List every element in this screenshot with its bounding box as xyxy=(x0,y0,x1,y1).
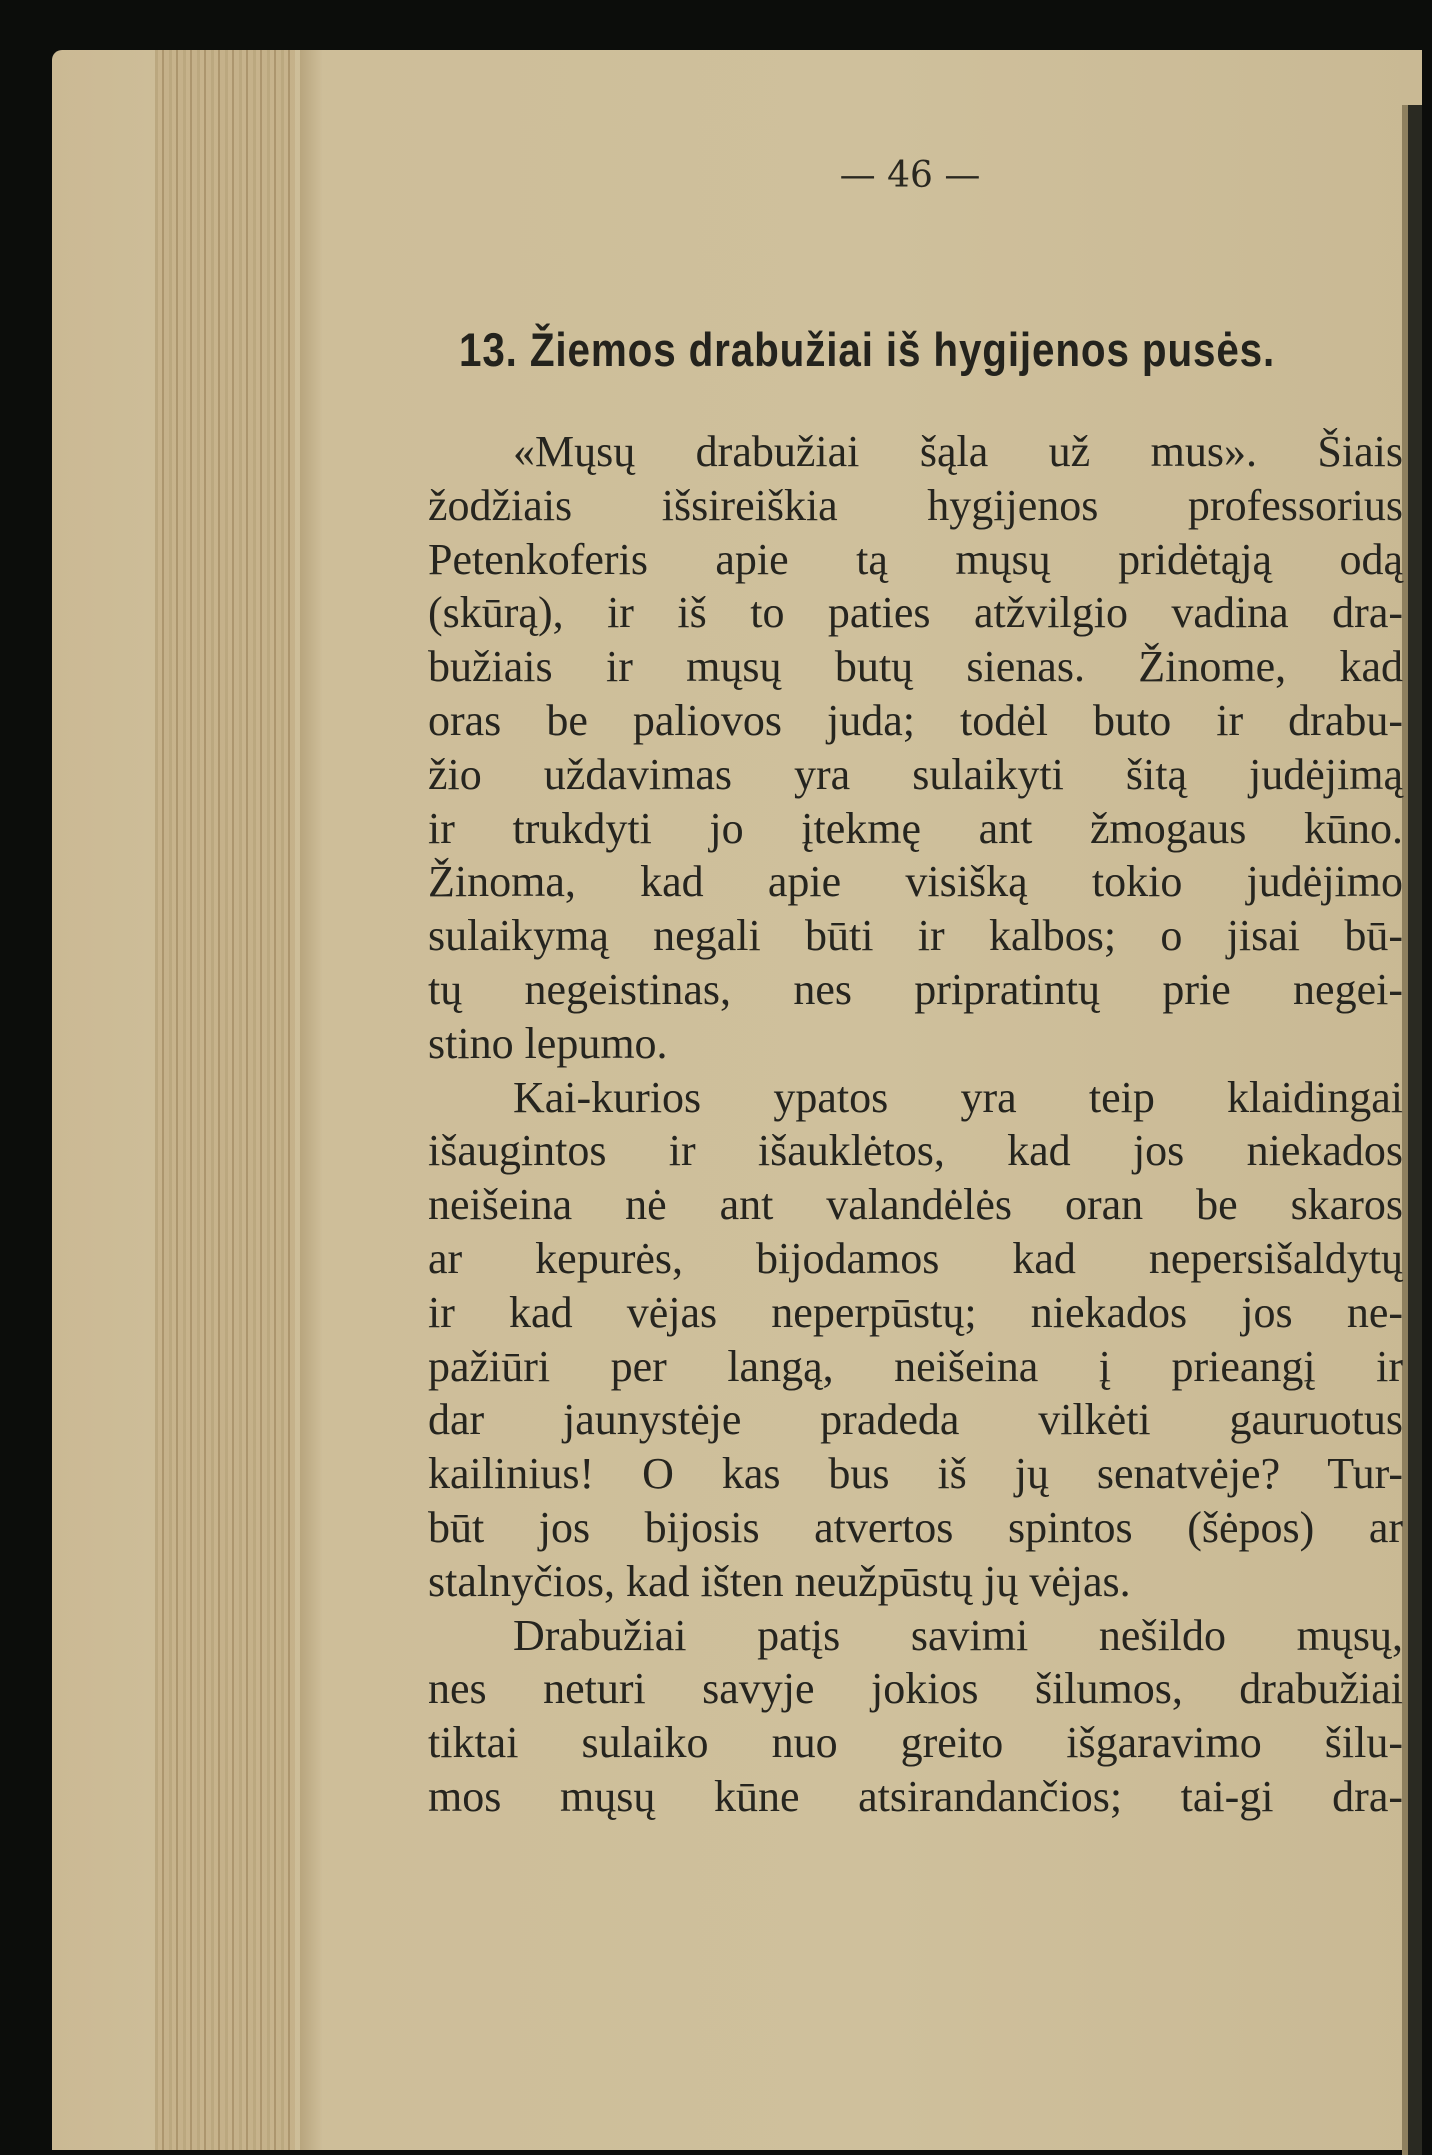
text-line: oras be paliovos juda; todėl buto ir drabu- xyxy=(428,695,1403,745)
page-fold-shadow xyxy=(300,50,322,2150)
body-text xyxy=(428,425,1403,1824)
text-line: pažiūri per langą, neišeina į prieangį ir xyxy=(428,1341,1403,1391)
section-heading: 13. Žiemos drabužiai iš hygijenos pusės. xyxy=(459,323,1276,376)
text-line: stalnyčios, kad išten neužpūstų jų vėjas. xyxy=(428,1556,1131,1606)
text-line: mos mųsų kūne atsirandančios; tai-gi dra- xyxy=(428,1771,1403,1821)
text-line: sulaikymą negali būti ir kalbos; o jisai bū- xyxy=(428,911,1403,961)
text-line: bužiais ir mųsų butų sienas. Žinome, kad xyxy=(428,642,1403,692)
text-line: (skūrą), ir iš to paties atžvilgio vadina dra- xyxy=(428,588,1403,638)
page-number: — 46 — xyxy=(839,155,981,196)
text-line: žodžiais išsireiškia hygijenos professorius xyxy=(428,480,1403,530)
right-dark-border xyxy=(1408,105,1422,2155)
text-line: Žinoma, kad apie visišką tokio judėjimo xyxy=(428,857,1403,907)
text-line: žio uždavimas yra sulaikyti šitą judėjimą xyxy=(428,749,1403,799)
text-line: būt jos bijosis atvertos spintos (šėpos) ar xyxy=(428,1502,1403,1552)
text-line: kailinius! O kas bus iš jų senatvėje? Tur- xyxy=(428,1449,1403,1499)
text-line: tiktai sulaiko nuo greito išgaravimo šilu- xyxy=(428,1718,1403,1768)
text-line: išaugintos ir išauklėtos, kad jos niekados xyxy=(428,1126,1403,1176)
text-line: ir trukdyti jo įtekmę ant žmogaus kūno. xyxy=(428,803,1403,853)
text-line: ir kad vėjas neperpūstų; niekados jos ne- xyxy=(428,1287,1403,1337)
text-line: tų negeistinas, nes pripratintų prie negei- xyxy=(428,964,1403,1014)
text-line: Petenkoferis apie tą mųsų pridėtąją odą xyxy=(428,534,1403,584)
text-line: «Mųsų drabužiai šąla už mus». Šiais xyxy=(513,427,1403,476)
text-line: dar jaunystėje pradeda vilkėti gauruotus xyxy=(428,1395,1403,1445)
page-edges xyxy=(155,50,295,2150)
text-line: Drabužiai patįs savimi nešildo mųsų, xyxy=(513,1610,1403,1660)
text-line: Kai-kurios ypatos yra teip klaidingai xyxy=(513,1072,1403,1122)
text-line: nes neturi savyje jokios šilumos, drabužiai xyxy=(428,1664,1403,1714)
text-line: neišeina nė ant valandėlės oran be skaros xyxy=(428,1180,1403,1230)
text-line: stino lepumo. xyxy=(428,1018,668,1068)
text-line: ar kepurės, bijodamos kad nepersišaldytų xyxy=(428,1233,1403,1283)
